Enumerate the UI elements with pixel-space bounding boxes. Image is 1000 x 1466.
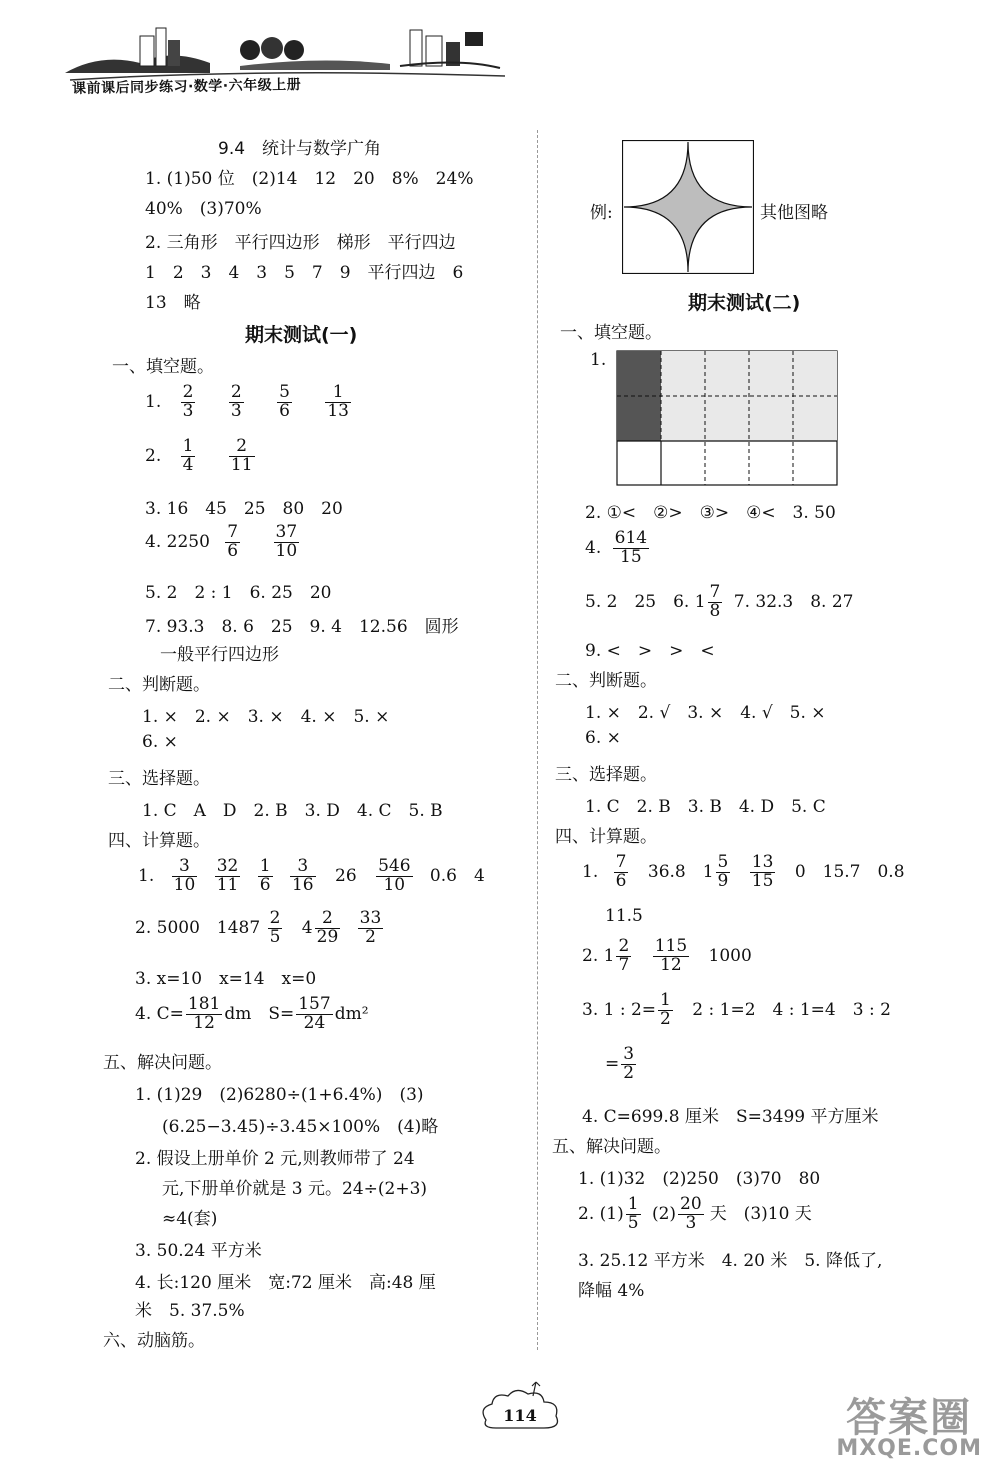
t1-calc1-tail: 0.6 4	[429, 865, 485, 886]
fraction: $\frac{5}{6}$	[279, 382, 290, 421]
fraction: $\frac{7}{8}$	[709, 582, 721, 621]
t1-section1-heading: 一、填空题。	[112, 357, 214, 377]
example-figure	[622, 140, 754, 279]
t2-q5	[585, 584, 853, 621]
t1-q2	[145, 438, 261, 475]
t2-prob2	[578, 1196, 812, 1233]
fraction: $\frac{2}{7}$	[618, 936, 630, 975]
t1-q1	[145, 384, 357, 421]
t2-prob2-tail: 天 (3)10 天	[709, 1203, 812, 1224]
fraction: $\frac{3}{10}$	[173, 856, 196, 895]
t2-section5-heading: 五、解决问题。	[552, 1137, 671, 1157]
fraction: $\frac{1}{6}$	[259, 856, 271, 895]
t2-section3-heading: 三、选择题。	[555, 765, 657, 785]
figure-example-label: 例:	[590, 203, 613, 223]
t1-calc2	[135, 910, 389, 947]
grid-figure	[616, 350, 838, 491]
s94-q1-line2: 40% (3)70%	[145, 199, 262, 219]
t1-q1-label: 1.	[145, 391, 162, 412]
fraction: $\frac{37}{10}$	[275, 522, 298, 561]
t2-section4-heading: 四、计算题。	[555, 827, 657, 847]
t2-q9: 9. < > > <	[585, 641, 715, 661]
figure-note: 其他图略	[760, 203, 828, 223]
t2-prob3: 3. 25.12 平方米 4. 20 米 5. 降低了,	[578, 1251, 883, 1271]
fraction: $\frac{2}{3}$	[230, 382, 242, 421]
t2-calc3	[582, 992, 891, 1029]
watermark-line1: 答案圈	[846, 1395, 973, 1441]
t2-calc3-cont	[605, 1046, 642, 1083]
t2-calc2-tail: 1000	[708, 945, 752, 966]
t1-calc1-mid: 26	[335, 865, 357, 886]
curved-square-figure	[622, 140, 754, 274]
t1-q7: 7. 93.3 8. 6 25 9. 4 12.56 圆形	[145, 617, 459, 637]
fraction: $\frac{2}{29}$	[316, 908, 339, 947]
t1-prob1-line2: (6.25−3.45)÷3.45×100% (4)略	[162, 1117, 439, 1137]
column-divider	[537, 130, 538, 1350]
fraction: $\frac{7}{6}$	[227, 522, 239, 561]
t1-judge-line2: 6. ×	[142, 732, 178, 752]
t1-calc2-prefix: 2. 5000 1487	[135, 917, 261, 938]
t1-prob4-line2: 米 5. 37.5%	[135, 1301, 245, 1321]
t1-choice-line: 1. C A D 2. B 3. D 4. C 5. B	[142, 801, 443, 821]
fraction: $\frac{32}{11}$	[216, 856, 239, 895]
t1-prob2-line1: 2. 假设上册单价 2 元,则教师带了 24	[135, 1149, 415, 1169]
t2-q5-tail: 7. 32.3 8. 27	[733, 591, 854, 612]
fraction: $\frac{20}{3}$	[680, 1194, 702, 1233]
t2-q5-prefix: 5. 2 25 6. 1	[585, 591, 706, 612]
t2-calc1	[582, 854, 905, 891]
t2-prob1: 1. (1)32 (2)250 (3)70 80	[578, 1169, 821, 1189]
t2-calc4: 4. C=699.8 厘米 S=3499 平方厘米	[582, 1107, 879, 1127]
t1-calc2-mid: 4	[301, 917, 313, 938]
t1-calc4-prefix: 4. C=	[135, 1003, 184, 1024]
dashed-grid-shaded	[616, 350, 838, 486]
t2-q4	[585, 530, 655, 567]
t1-calc4-tail: dm²	[334, 1003, 369, 1024]
t1-judge-line1: 1. × 2. × 3. × 4. × 5. ×	[142, 707, 390, 727]
t1-q7-cont: 一般平行四边形	[160, 645, 279, 665]
t1-prob4-line1: 4. 长:120 厘米 宽:72 厘米 高:48 厘	[135, 1273, 436, 1293]
t1-calc3: 3. x=10 x=14 x=0	[135, 969, 317, 989]
t2-prob3-cont: 降幅 4%	[578, 1281, 645, 1301]
page-number: 114	[503, 1406, 537, 1425]
t1-section3-heading: 三、选择题。	[108, 769, 210, 789]
t1-section6-heading: 六、动脑筋。	[103, 1331, 205, 1351]
t2-calc3-prefix: 3. 1 : 2=	[582, 999, 657, 1020]
t2-calc1-cont: 11.5	[605, 906, 643, 926]
t1-q4	[145, 524, 305, 561]
fraction: $\frac{13}{15}$	[751, 852, 774, 891]
t2-prob2-prefix: 2. (1)	[578, 1203, 624, 1224]
fraction: $\frac{614}{15}$	[614, 528, 648, 567]
t2-calc2-prefix: 2. 1	[582, 945, 615, 966]
t1-prob3: 3. 50.24 平方米	[135, 1241, 262, 1261]
fraction: $\frac{5}{9}$	[717, 852, 729, 891]
t2-judge-line2: 6. ×	[585, 728, 621, 748]
fraction: $\frac{33}{2}$	[359, 908, 382, 947]
fraction: $\frac{2}{5}$	[269, 908, 281, 947]
test2-title: 期末测试(二)	[688, 292, 801, 314]
t2-calc2	[582, 938, 752, 975]
t1-calc4-mid: dm S=	[224, 1003, 295, 1024]
fraction: $\frac{1}{5}$	[627, 1194, 639, 1233]
t1-section4-heading: 四、计算题。	[108, 831, 210, 851]
t2-calc1-tail: 0 15.7 0.8	[794, 861, 905, 882]
t1-section5-heading: 五、解决问题。	[103, 1053, 222, 1073]
fraction: $\frac{2}{11}$	[230, 436, 253, 475]
fraction: $\frac{181}{12}$	[187, 994, 221, 1033]
t1-q4-prefix: 4. 2250	[145, 531, 210, 552]
fraction: $\frac{7}{6}$	[615, 852, 627, 891]
t2-judge-line1: 1. × 2. √ 3. × 4. √ 5. ×	[585, 703, 826, 723]
fraction: $\frac{115}{12}$	[654, 936, 688, 975]
t2-calc1-label: 1.	[582, 861, 599, 882]
s94-q2-line1: 2. 三角形 平行四边形 梯形 平行四边	[145, 233, 456, 253]
section-9-4-title: 9.4 统计与数学广角	[218, 139, 382, 159]
t1-q5: 5. 2 2 : 1 6. 25 20	[145, 583, 332, 603]
t1-q2-label: 2.	[145, 445, 162, 466]
fraction: $\frac{1}{2}$	[660, 990, 671, 1029]
t2-q2: 2. ①< ②> ③> ④< 3. 50	[585, 503, 836, 523]
fraction: $\frac{3}{2}$	[623, 1044, 635, 1083]
fraction: $\frac{1}{4}$	[182, 436, 194, 475]
t1-q3: 3. 16 45 25 80 20	[145, 499, 343, 519]
t1-prob2-line2: 元,下册单价就是 3 元。24÷(2+3)	[162, 1179, 428, 1199]
t2-section1-heading: 一、填空题。	[560, 323, 662, 343]
fraction: $\frac{1}{13}$	[327, 382, 349, 421]
t1-calc4	[135, 996, 369, 1033]
fraction: $\frac{157}{24}$	[298, 994, 331, 1033]
t1-calc1	[138, 858, 485, 895]
t2-choice-line: 1. C 2. B 3. B 4. D 5. C	[585, 797, 826, 817]
s94-q2-line2: 1 2 3 4 3 5 7 9 平行四边 6	[145, 263, 464, 283]
t1-section2-heading: 二、判断题。	[108, 675, 210, 695]
fraction: $\frac{2}{3}$	[182, 382, 194, 421]
t1-prob2-line3: ≈4(套)	[162, 1209, 218, 1229]
test1-title: 期末测试(一)	[245, 324, 358, 346]
t2-calc3-cont-prefix: =	[605, 1053, 620, 1074]
watermark-line2: MXQE.COM	[836, 1436, 982, 1461]
fraction: $\frac{3}{16}$	[291, 856, 314, 895]
header-title: 课前课后同步练习·数学·六年级上册	[71, 77, 302, 97]
watermark	[836, 1395, 982, 1461]
fraction: $\frac{546}{10}$	[378, 856, 411, 895]
t1-calc1-label: 1.	[138, 865, 155, 886]
t2-prob2-mid: (2)	[651, 1203, 677, 1224]
t2-q4-label: 4.	[585, 537, 602, 558]
t2-section2-heading: 二、判断题。	[555, 671, 657, 691]
t2-calc3-tail: 2 : 1=2 4 : 1=4 3 : 2	[692, 999, 891, 1020]
s94-q2-line3: 13 略	[145, 293, 201, 313]
t2-q1-label: 1.	[590, 350, 607, 370]
t2-calc1-mid: 36.8 1	[647, 861, 714, 882]
s94-q1-line1: 1. (1)50 位 (2)14 12 20 8% 24%	[145, 169, 474, 189]
t1-prob1-line1: 1. (1)29 (2)6280÷(1+6.4%) (3)	[135, 1085, 424, 1105]
